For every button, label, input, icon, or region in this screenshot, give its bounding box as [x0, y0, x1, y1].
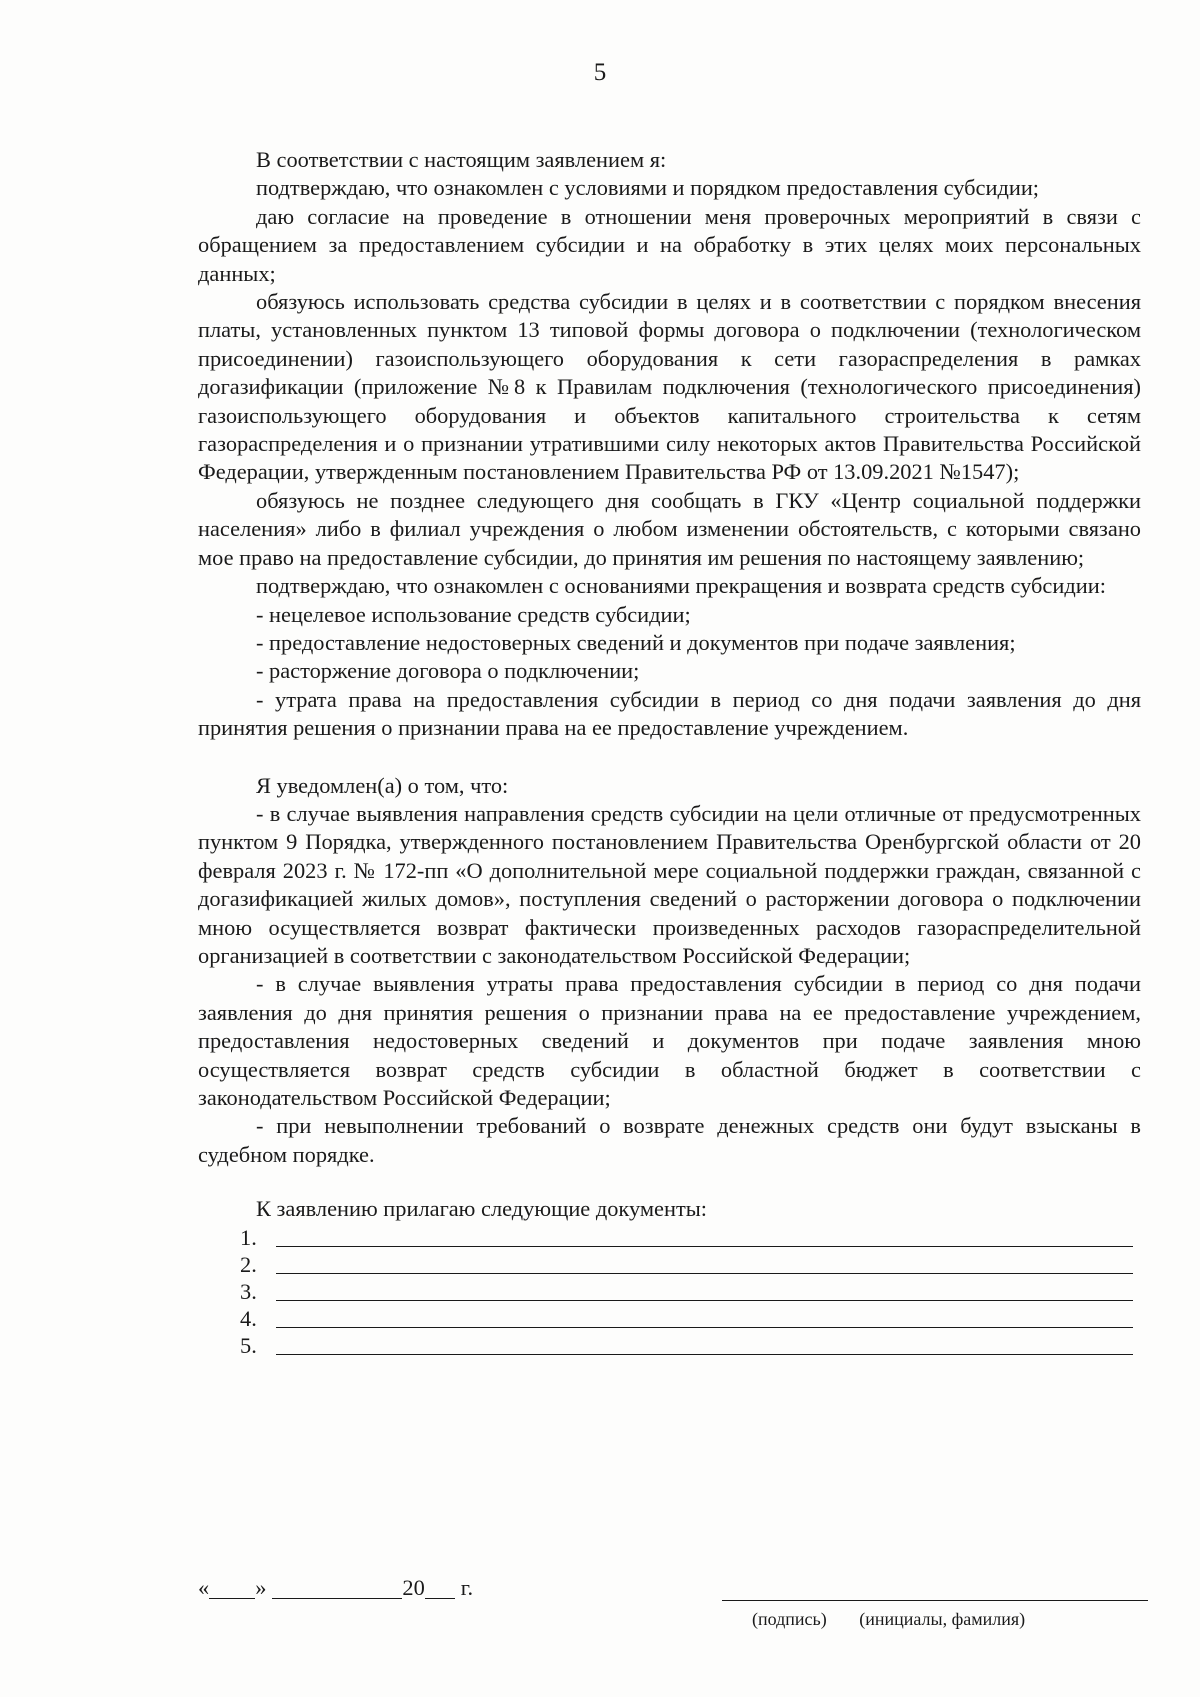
quote-close: »	[255, 1575, 267, 1600]
list-item-false-info: - предоставление недостоверных сведений и документов при подаче заявления;	[256, 629, 1016, 655]
list-item-contract-termination: - расторжение договора о подключении;	[256, 658, 640, 684]
list-item-refund-subsidy: - в случае выявления утраты права предоставления субсидии в период со дня подачи заявления до дня принятия решения о признании права на ее предоставление учреждением, предоставления недостоверных сведений и документов при подаче заявления мною осуществляется возврат средств субсидии в областной бюджет в соответствии с законодательством Российской Федерации;	[198, 971, 1141, 1110]
month-blank[interactable]	[272, 1576, 402, 1599]
paragraph-obligation-use: обязуюсь использовать средства субсидии в целях и в соответствии с порядком внесения платы, установленных пунктом 13 типовой формы договора о подключении (технологическом присоединении) газоиспользующего оборудования к сети газораспределения в рамках догазификации (приложение №8 к Правилам подключения (технологического присоединения) газоиспользующего оборудования и объектов капитального строительства к сетям газораспределения и о признании утратившими силу некоторых актов Правительства Российской Федерации, утвержденным постановлением Правительства РФ от 13.09.2021 №1547);	[198, 289, 1141, 485]
attachment-blank-line[interactable]	[276, 1305, 1133, 1328]
list-item-court-recovery: - при невыполнении требований о возврате денежных средств они будут взысканы в судебном порядке.	[198, 1113, 1141, 1167]
document-body	[198, 146, 1141, 1359]
attachment-blank-line[interactable]	[276, 1278, 1133, 1301]
attachment-number: 2.	[240, 1251, 257, 1277]
date-field	[198, 1574, 473, 1602]
signature-footer	[198, 1574, 1148, 1644]
page-number: 5	[593, 59, 607, 86]
list-item-misuse: - нецелевое использование средств субсидии;	[256, 601, 691, 627]
paragraph-acknowledge-conditions: подтверждаю, что ознакомлен с условиями и порядком предоставления субсидии;	[256, 175, 1040, 201]
attachment-row	[198, 1332, 1141, 1359]
paragraph-intro: В соответствии с настоящим заявлением я:	[256, 147, 667, 172]
attachment-row	[198, 1224, 1141, 1251]
attachment-row	[198, 1251, 1141, 1278]
attachment-blank-line[interactable]	[276, 1332, 1133, 1355]
paragraph-notified: Я уведомлен(а) о том, что:	[256, 772, 509, 798]
name-label: (инициалы, фамилия)	[859, 1609, 1026, 1629]
signature-line[interactable]	[722, 1600, 1148, 1601]
attachment-number: 4.	[240, 1305, 257, 1331]
attachment-row	[198, 1305, 1141, 1332]
list-item-refund-expenses: - в случае выявления направления средств субсидии на цели отличные от предусмотренных пунктом 9 Порядка, утвержденного постановлением Правительства Оренбургской области от 20 февраля 2023 г. № 172-пп «О дополнительной мере социальной поддержки граждан, связанной с догазификацией жилых домов», поступления сведений о расторжении договора о подключении мною осуществляется возврат фактически произведенных расходов газораспределительной организацией в соответствии с законодательством Российской Федерации;	[198, 800, 1141, 968]
attachment-number: 1.	[240, 1224, 257, 1250]
quote-open: «	[198, 1575, 210, 1600]
list-item-loss-of-right: - утрата права на предоставления субсидии в период со дня подачи заявления до дня принятия решения о признании права на ее предоставление учреждением.	[198, 686, 1141, 741]
paragraph-attachments-heading: К заявлению прилагаю следующие документы:	[256, 1196, 708, 1222]
year-blank[interactable]	[425, 1576, 455, 1599]
attachment-row	[198, 1278, 1141, 1305]
attachment-blank-line[interactable]	[276, 1251, 1133, 1274]
attachment-number: 3.	[240, 1278, 257, 1304]
year-suffix: г.	[460, 1575, 474, 1600]
signature-captions	[752, 1608, 1025, 1630]
year-prefix: 20	[402, 1575, 425, 1600]
attachment-number: 5.	[240, 1332, 257, 1358]
signature-label: (подпись)	[752, 1609, 827, 1629]
paragraph-obligation-notify: обязуюсь не позднее следующего дня сообщать в ГКУ «Центр социальной поддержки населения» либо в филиал учреждения о любом изменении обстоятельств, с которыми связано мое право на предоставление субсидии, до принятия им решения по настоящему заявлению;	[198, 487, 1141, 570]
day-blank[interactable]	[209, 1576, 255, 1599]
attachment-blank-line[interactable]	[276, 1224, 1133, 1247]
paragraph-termination-grounds: подтверждаю, что ознакомлен с основаниями прекращения и возврата средств субсидии:	[256, 573, 1106, 599]
attachments-list	[198, 1224, 1141, 1359]
paragraph-consent: даю согласие на проведение в отношении меня проверочных мероприятий в связи с обращением за предоставлением субсидии и на обработку в этих целях моих персональных данных;	[198, 203, 1141, 286]
